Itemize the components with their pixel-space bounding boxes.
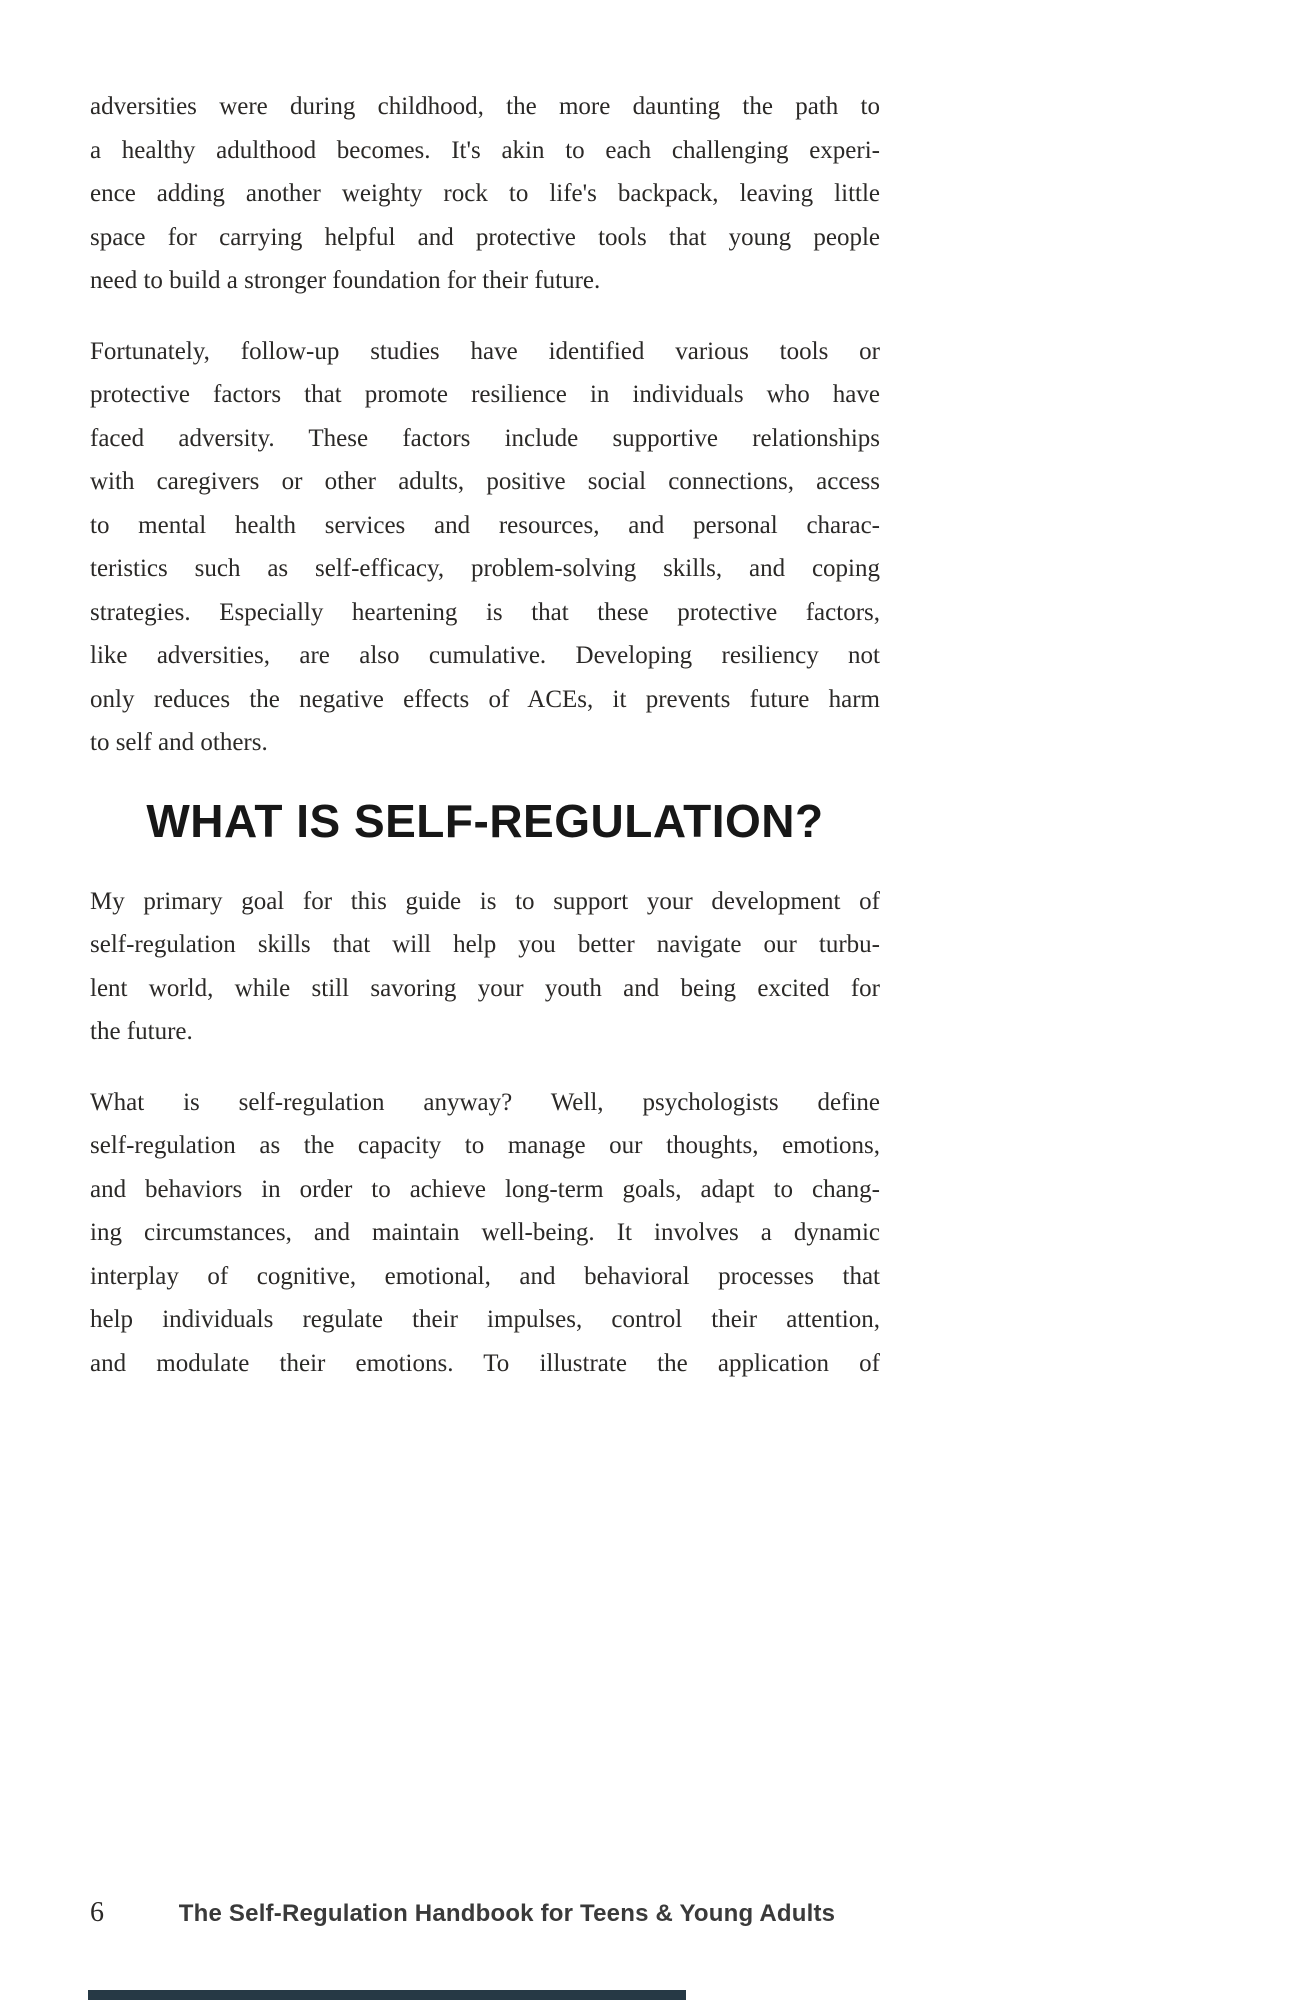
text-line: to self and others. <box>90 729 268 756</box>
text-line: adversities were during childhood, the more daunting the path to <box>90 93 880 120</box>
paragraph <box>90 85 880 303</box>
text-line: protective factors that promote resilience in individuals who have <box>90 381 880 408</box>
text-line: only reduces the negative effects of ACEs, it prevents future harm <box>90 685 880 713</box>
paragraph <box>90 330 880 765</box>
text-line: the future. <box>90 1018 193 1045</box>
text-line: need to build a stronger foundation for their future. <box>90 267 601 294</box>
text-line: ence adding another weighty rock to life's backpack, leaving little <box>90 180 880 207</box>
text-line: Fortunately, follow-up studies have identified various tools or <box>90 337 880 365</box>
text-line: space for carrying helpful and protective tools that young people <box>90 223 880 251</box>
text-line: and behaviors in order to achieve long-term goals, adapt to chang- <box>90 1175 880 1203</box>
text-line: lent world, while still savoring your youth and being excited for <box>90 974 880 1002</box>
text-line: help individuals regulate their impulses, control their attention, <box>90 1306 880 1333</box>
text-line: to mental health services and resources, and personal charac- <box>90 511 880 539</box>
text-line: strategies. Especially heartening is that these protective factors, <box>90 598 880 626</box>
text-line: like adversities, are also cumulative. Developing resiliency not <box>90 642 880 669</box>
text-line: What is self-regulation anyway? Well, psychologists define <box>90 1088 880 1116</box>
page-bottom-edge-bar <box>88 1990 686 2000</box>
paragraph <box>90 1081 880 1386</box>
text-line: with caregivers or other adults, positive social connections, access <box>90 468 880 495</box>
footer-book-title: The Self-Regulation Handbook for Teens & Young Adults <box>178 1900 836 1927</box>
paragraph <box>90 880 880 1054</box>
section-heading: WHAT IS SELF-REGULATION? <box>146 794 824 847</box>
text-line: self-regulation skills that will help you better navigate our turbu- <box>90 931 880 958</box>
text-line: My primary goal for this guide is to support your development of <box>90 887 880 915</box>
text-line: interplay of cognitive, emotional, and behavioral processes that <box>90 1262 880 1290</box>
text-line: ing circumstances, and maintain well-being. It involves a dynamic <box>90 1219 880 1246</box>
page-number: 6 <box>90 1897 104 1928</box>
text-line: and modulate their emotions. To illustrate the application of <box>90 1349 880 1377</box>
text-line: faced adversity. These factors include supportive relationships <box>90 424 880 452</box>
text-line: a healthy adulthood becomes. It's akin to each challenging experi- <box>90 136 880 164</box>
text-column <box>90 85 880 1412</box>
text-line: self-regulation as the capacity to manage our thoughts, emotions, <box>90 1132 880 1159</box>
page-footer <box>90 1897 880 1929</box>
text-line: teristics such as self-efficacy, problem-solving skills, and coping <box>90 555 880 582</box>
